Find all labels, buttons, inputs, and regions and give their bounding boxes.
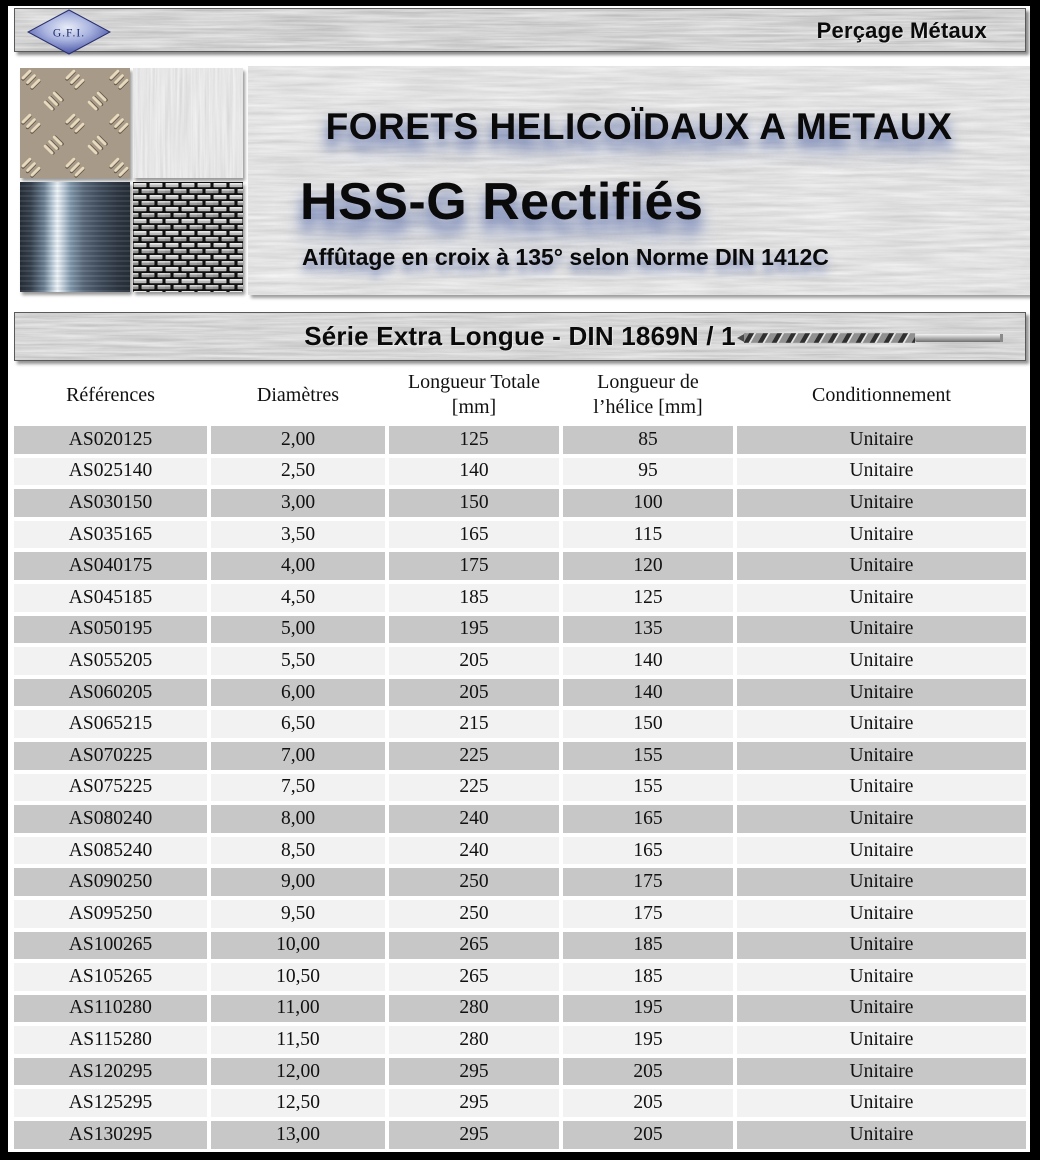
table-cell: 165	[563, 805, 733, 833]
table-cell: 265	[389, 932, 559, 960]
table-row	[14, 521, 1026, 549]
column-header: Références	[14, 368, 207, 422]
product-tagline: Affûtage en croix à 135° selon Norme DIN 1412C	[302, 244, 829, 270]
table-row	[14, 932, 1026, 960]
table-row	[14, 679, 1026, 707]
table-cell: 10,50	[211, 963, 385, 991]
table-cell: 195	[563, 1026, 733, 1054]
table-cell: AS060205	[14, 679, 207, 707]
gfi-logo	[27, 9, 111, 55]
table-cell: 8,50	[211, 837, 385, 865]
table-cell: 280	[389, 995, 559, 1023]
table-cell: AS115280	[14, 1026, 207, 1054]
table-cell: AS125295	[14, 1089, 207, 1117]
table-cell: 12,50	[211, 1089, 385, 1117]
table-cell: Unitaire	[737, 552, 1026, 580]
table-cell: 250	[389, 900, 559, 928]
table-cell: Unitaire	[737, 584, 1026, 612]
table-row	[14, 1058, 1026, 1086]
table-cell: Unitaire	[737, 868, 1026, 896]
table-cell: 175	[389, 552, 559, 580]
column-header: Longueur de l’hélice [mm]	[563, 368, 733, 422]
table-cell: 85	[563, 426, 733, 454]
table-cell: 2,00	[211, 426, 385, 454]
blue-steel-tile	[20, 182, 130, 292]
table-cell: 225	[389, 742, 559, 770]
series-label: Série Extra Longue - DIN 1869N / 1	[304, 321, 736, 351]
table-cell: AS110280	[14, 995, 207, 1023]
diamond-plate-tile	[20, 68, 130, 178]
table-cell: 10,00	[211, 932, 385, 960]
table-row	[14, 837, 1026, 865]
table-cell: Unitaire	[737, 1058, 1026, 1086]
table-cell: 185	[563, 963, 733, 991]
table-cell: 8,00	[211, 805, 385, 833]
table-cell: 175	[563, 868, 733, 896]
table-cell: 4,50	[211, 584, 385, 612]
page-title: FORETS HELICOÏDAUX A METAUX	[325, 106, 953, 147]
table-cell: 100	[563, 489, 733, 517]
woven-mesh-texture	[133, 182, 243, 292]
table-row	[14, 458, 1026, 486]
table-cell: AS120295	[14, 1058, 207, 1086]
table-cell: 185	[389, 584, 559, 612]
table-cell: Unitaire	[737, 932, 1026, 960]
table-cell: 5,00	[211, 616, 385, 644]
table-cell: 6,00	[211, 679, 385, 707]
table-row	[14, 489, 1026, 517]
table-cell: 7,00	[211, 742, 385, 770]
table-cell: 12,00	[211, 1058, 385, 1086]
table-cell: AS050195	[14, 616, 207, 644]
table-cell: 265	[389, 963, 559, 991]
table-cell: 9,00	[211, 868, 385, 896]
table-cell: 140	[389, 458, 559, 486]
header-bar	[14, 8, 1026, 52]
table-cell: AS095250	[14, 900, 207, 928]
table-cell: Unitaire	[737, 1121, 1026, 1149]
hero-panel	[248, 66, 1030, 295]
table-header-row	[14, 368, 1026, 422]
table-cell: 155	[563, 774, 733, 802]
table-cell: Unitaire	[737, 679, 1026, 707]
table-row	[14, 710, 1026, 738]
table-cell: AS035165	[14, 521, 207, 549]
table-cell: 295	[389, 1058, 559, 1086]
table-cell: AS105265	[14, 963, 207, 991]
table-row	[14, 1121, 1026, 1149]
table-cell: 3,50	[211, 521, 385, 549]
table-cell: Unitaire	[737, 900, 1026, 928]
table-cell: Unitaire	[737, 742, 1026, 770]
table-cell: Unitaire	[737, 805, 1026, 833]
table-cell: 175	[563, 900, 733, 928]
table-row	[14, 995, 1026, 1023]
table-cell: 205	[389, 679, 559, 707]
table-cell: 205	[563, 1058, 733, 1086]
table-cell: 9,50	[211, 900, 385, 928]
table-cell: 4,00	[211, 552, 385, 580]
table-cell: 3,00	[211, 489, 385, 517]
table-cell: 5,50	[211, 647, 385, 675]
table-cell: 6,50	[211, 710, 385, 738]
table-cell: AS075225	[14, 774, 207, 802]
table-cell: 150	[563, 710, 733, 738]
table-cell: Unitaire	[737, 963, 1026, 991]
table-cell: 295	[389, 1089, 559, 1117]
table-cell: Unitaire	[737, 774, 1026, 802]
table-cell: AS055205	[14, 647, 207, 675]
table-cell: AS040175	[14, 552, 207, 580]
spec-table	[10, 364, 1030, 1153]
table-cell: 125	[563, 584, 733, 612]
table-cell: 125	[389, 426, 559, 454]
category-label: Perçage Métaux	[816, 18, 987, 43]
table-cell: AS100265	[14, 932, 207, 960]
table-row	[14, 426, 1026, 454]
table-cell: 185	[563, 932, 733, 960]
table-cell: AS045185	[14, 584, 207, 612]
table-cell: 240	[389, 805, 559, 833]
table-row	[14, 1089, 1026, 1117]
table-cell: 195	[563, 995, 733, 1023]
woven-mesh-tile	[133, 182, 243, 292]
table-row	[14, 805, 1026, 833]
series-banner	[14, 312, 1026, 361]
table-cell: Unitaire	[737, 837, 1026, 865]
table-cell: 135	[563, 616, 733, 644]
drill-bit-icon	[737, 330, 1009, 346]
table-cell: 13,00	[211, 1121, 385, 1149]
table-cell: 2,50	[211, 458, 385, 486]
table-cell: 11,50	[211, 1026, 385, 1054]
table-cell: 140	[563, 679, 733, 707]
diamond-plate-texture	[20, 68, 130, 178]
table-cell: 250	[389, 868, 559, 896]
table-cell: AS090250	[14, 868, 207, 896]
table-cell: Unitaire	[737, 995, 1026, 1023]
table-cell: Unitaire	[737, 489, 1026, 517]
product-title: HSS-G Rectifiés	[300, 173, 704, 231]
table-row	[14, 963, 1026, 991]
table-cell: 280	[389, 1026, 559, 1054]
table-row	[14, 774, 1026, 802]
table-cell: 140	[563, 647, 733, 675]
table-cell: AS020125	[14, 426, 207, 454]
table-cell: 295	[389, 1121, 559, 1149]
table-cell: AS065215	[14, 710, 207, 738]
table-row	[14, 900, 1026, 928]
table-cell: 205	[389, 647, 559, 675]
table-cell: AS070225	[14, 742, 207, 770]
table-cell: Unitaire	[737, 616, 1026, 644]
table-row	[14, 868, 1026, 896]
brushed-metal-texture	[133, 68, 243, 178]
table-row	[14, 616, 1026, 644]
table-cell: 165	[389, 521, 559, 549]
texture-tiles	[20, 68, 243, 292]
table-row	[14, 584, 1026, 612]
column-header: Conditionnement	[737, 368, 1026, 422]
table-cell: 215	[389, 710, 559, 738]
table-cell: 225	[389, 774, 559, 802]
table-cell: 165	[563, 837, 733, 865]
table-cell: 115	[563, 521, 733, 549]
table-cell: 155	[563, 742, 733, 770]
table-cell: 7,50	[211, 774, 385, 802]
table-row	[14, 742, 1026, 770]
table-cell: 205	[563, 1089, 733, 1117]
table-row	[14, 552, 1026, 580]
table-cell: 120	[563, 552, 733, 580]
table-cell: AS025140	[14, 458, 207, 486]
table-cell: 205	[563, 1121, 733, 1149]
table-cell: AS080240	[14, 805, 207, 833]
table-cell: Unitaire	[737, 1026, 1026, 1054]
column-header: Diamètres	[211, 368, 385, 422]
table-cell: Unitaire	[737, 458, 1026, 486]
column-header: Longueur Totale [mm]	[389, 368, 559, 422]
table-cell: Unitaire	[737, 710, 1026, 738]
table-cell: 150	[389, 489, 559, 517]
table-cell: Unitaire	[737, 1089, 1026, 1117]
table-row	[14, 1026, 1026, 1054]
table-cell: 95	[563, 458, 733, 486]
table-row	[14, 647, 1026, 675]
table-cell: Unitaire	[737, 426, 1026, 454]
table-cell: AS130295	[14, 1121, 207, 1149]
table-cell: AS030150	[14, 489, 207, 517]
brushed-metal-tile	[133, 68, 243, 178]
table-cell: Unitaire	[737, 647, 1026, 675]
table-cell: 195	[389, 616, 559, 644]
table-cell: Unitaire	[737, 521, 1026, 549]
table-cell: AS085240	[14, 837, 207, 865]
table-cell: 240	[389, 837, 559, 865]
table-cell: 11,00	[211, 995, 385, 1023]
logo-text: G.F.I.	[52, 27, 86, 40]
